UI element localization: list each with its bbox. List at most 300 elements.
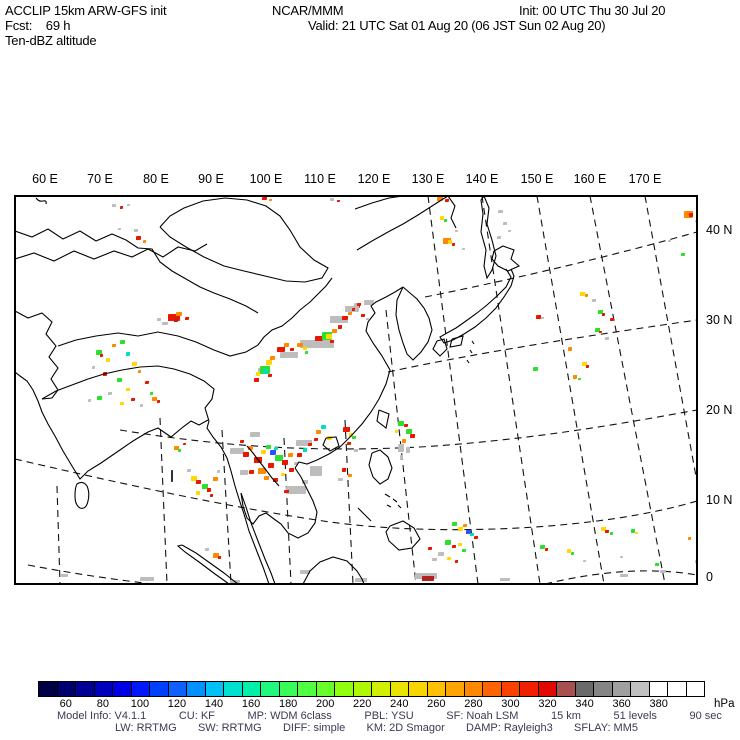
coastline (15, 311, 58, 399)
coastline (385, 494, 390, 497)
parallel-line (545, 571, 697, 584)
echo-top-blob (243, 452, 249, 457)
model-info-line1 (57, 710, 722, 722)
echo-top-blob (126, 352, 130, 356)
echo-top-blob (145, 381, 149, 384)
lat-tick-label: 40 N (706, 223, 733, 237)
echo-top-blob (498, 210, 503, 213)
echo-top-blob (314, 438, 318, 441)
echo-top-blob (196, 480, 201, 484)
echo-top-blob (445, 199, 449, 202)
coastline (387, 505, 391, 507)
model-info-item: PBL: YSU (364, 710, 414, 722)
coastline (160, 198, 328, 282)
coastline (433, 339, 447, 356)
echo-top-blob (60, 574, 68, 577)
lon-tick-label: 70 E (87, 172, 113, 186)
echo-top-blob (117, 378, 122, 382)
echo-top-blob (342, 316, 348, 320)
model-info-item: SFLAY: MM5 (574, 722, 638, 734)
lon-tick-label: 130 E (411, 172, 445, 186)
echo-top-blob (406, 447, 410, 453)
echo-top-blob (207, 488, 211, 492)
colorbar-cell (58, 682, 77, 696)
echo-top-blob (355, 578, 367, 582)
echo-top-blob (474, 536, 478, 539)
echo-top-blob (277, 347, 285, 352)
coastline (42, 366, 214, 421)
echo-top-blob (338, 478, 343, 481)
echo-top-blob (131, 398, 135, 401)
echo-top-blob (162, 322, 168, 325)
model-info-item: SF: Noah LSM (446, 710, 519, 722)
echo-top-blob (533, 367, 538, 371)
echo-top-blob (455, 560, 458, 563)
echo-top-blob (440, 216, 444, 220)
model-info-item: 15 km (550, 710, 581, 722)
echo-top-blob (578, 378, 581, 380)
echo-top-blob (470, 533, 474, 536)
echo-top-blob (342, 468, 346, 472)
colorbar-cell (428, 682, 447, 696)
echo-top-blob (289, 468, 294, 472)
map-frame (15, 196, 697, 584)
echo-top-blob (191, 476, 197, 481)
coastline (75, 482, 89, 508)
echo-top-blob (213, 477, 218, 481)
colorbar-cell (409, 682, 428, 696)
echo-top-blob (300, 340, 334, 348)
echo-top-blob (261, 450, 266, 454)
echo-top-blob (140, 577, 154, 581)
model-info-item: CU: KF (178, 710, 215, 722)
echo-top-blob (88, 399, 91, 402)
echo-top-blob (400, 455, 403, 460)
parallel-line (28, 565, 152, 584)
echo-top-blob (458, 527, 463, 531)
echo-top-blob (573, 375, 577, 379)
echo-top-blob (438, 552, 444, 556)
model-info-item: 90 sec (689, 710, 722, 722)
echo-top-blob (395, 430, 398, 433)
colorbar-cell (243, 682, 262, 696)
lon-tick-label: 60 E (32, 172, 58, 186)
echo-top-blob (410, 434, 415, 438)
echo-top-blob (508, 230, 511, 232)
colorbar-cell (95, 682, 114, 696)
echo-top-blob (275, 455, 283, 461)
echo-top-blob (152, 397, 157, 401)
parallel-line (425, 232, 697, 297)
echo-top-blob (112, 204, 116, 207)
echo-top-blob (230, 448, 244, 454)
echo-top-blob (605, 337, 609, 340)
echo-top-blob (503, 222, 507, 225)
colorbar-cell (483, 682, 502, 696)
echo-top-blob (428, 547, 432, 550)
model-info-item: DAMP: Rayleigh3 (465, 722, 553, 734)
echo-top-blob (352, 308, 355, 311)
echo-top-blob (337, 200, 340, 202)
echo-top-blob (254, 378, 259, 382)
colorbar-cell (613, 682, 632, 696)
coastline (472, 341, 474, 344)
echo-top-blob (660, 570, 666, 573)
echo-top-blob (202, 484, 208, 489)
meridian-line (57, 486, 60, 584)
echo-top-blob (458, 543, 462, 546)
echo-top-blob (264, 476, 269, 480)
colorbar-cell (224, 682, 243, 696)
colorbar-cell (391, 682, 410, 696)
echo-top-blob (185, 317, 189, 320)
echo-top-blob (270, 356, 275, 360)
echo-top-blob (140, 404, 143, 407)
echo-top-blob (448, 240, 452, 244)
lon-tick-label: 150 E (520, 172, 554, 186)
model-info-item: KM: 2D Smagor (366, 722, 445, 734)
echo-top-blob (545, 548, 548, 551)
echo-top-blob (290, 348, 294, 351)
echo-top-blob (497, 236, 501, 239)
org-label: NCAR/MMM (272, 3, 344, 18)
echo-top-blob (268, 463, 274, 468)
echo-top-blob (249, 470, 254, 474)
echo-top-blob (620, 556, 623, 558)
echo-top-blob (288, 453, 293, 457)
echo-top-blob (571, 552, 574, 555)
meridian-line (590, 196, 665, 584)
echo-top-blob (330, 198, 334, 201)
coastline (450, 336, 463, 347)
echo-top-blob (500, 578, 510, 581)
lon-tick-label: 170 E (628, 172, 662, 186)
echo-top-blob (541, 317, 544, 319)
meridian-line (537, 196, 604, 584)
echo-top-blob (308, 443, 312, 446)
echo-top-blob (310, 342, 314, 345)
echo-top-blob (580, 292, 585, 296)
colorbar-cell (187, 682, 206, 696)
echo-top-blob (217, 470, 220, 473)
echo-top-blob (316, 430, 321, 434)
colorbar-cell (539, 682, 558, 696)
echo-top-blob (280, 352, 298, 358)
echo-top-blob (303, 347, 307, 350)
echo-top-blob (297, 453, 302, 457)
echo-top-blob (274, 447, 278, 450)
colorbar-cell (576, 682, 595, 696)
colorbar-cell (206, 682, 225, 696)
echo-top-blob (205, 548, 209, 551)
echo-top-blob (97, 396, 102, 400)
echo-top-blob (310, 466, 322, 476)
coastline (369, 450, 392, 484)
coastline (440, 269, 514, 343)
coastline (398, 505, 401, 508)
coastline (492, 246, 519, 271)
echo-top-blob (345, 320, 348, 323)
colorbar-tick-label: 300 (501, 698, 520, 710)
echo-top-blob (620, 574, 628, 577)
echo-top-blob (286, 486, 306, 494)
coastline (15, 372, 208, 479)
model-info-item: 51 levels (613, 710, 657, 722)
field-label: Ten-dBZ altitude (5, 33, 97, 48)
echo-top-blob (452, 545, 456, 548)
coastline (241, 493, 275, 584)
echo-top-blob (269, 199, 272, 201)
echo-top-blob (174, 319, 178, 322)
colorbar-cell (76, 682, 95, 696)
echo-top-blob (297, 343, 303, 347)
echo-top-blob (583, 560, 586, 562)
colorbar-tick-label: 140 (204, 698, 224, 710)
echo-top-blob (263, 369, 268, 374)
echo-top-blob (134, 229, 138, 232)
echo-top-blob (100, 354, 103, 357)
echo-top-blob (332, 329, 337, 333)
model-info-item: LW: RRTMG (115, 722, 177, 734)
colorbar-cell (650, 682, 669, 696)
lat-tick-label: 0 (706, 570, 713, 584)
coastline (386, 521, 420, 550)
colorbar-cell (261, 682, 280, 696)
echo-top-blob (268, 374, 272, 377)
meridian-line (284, 438, 291, 584)
colorbar-tick-label: 260 (427, 698, 446, 710)
lon-tick-label: 100 E (249, 172, 283, 186)
echo-top-blob (568, 347, 572, 351)
colorbar-cell (354, 682, 373, 696)
echo-top-blob (567, 549, 571, 553)
echo-top-blob (404, 424, 408, 427)
colorbar-tick-label: 200 (315, 698, 335, 710)
colorbar-cell (280, 682, 299, 696)
echo-top-blob (352, 436, 356, 439)
echo-top-blob (266, 360, 272, 365)
colorbar-cell (502, 682, 521, 696)
coastline (396, 287, 432, 360)
init-time-label: Init: 00 UTC Thu 30 Jul 20 (519, 3, 666, 18)
echo-top-blob (357, 303, 361, 306)
echo-top-blob (92, 366, 95, 369)
model-info-item: Model Info: V4.1.1 (57, 710, 147, 722)
echo-top-blob (406, 429, 412, 434)
colorbar-tick-label: 120 (167, 698, 187, 710)
echo-top-blob (176, 312, 182, 316)
echo-top-blob (540, 545, 545, 549)
colorbar-tick-label: 240 (390, 698, 409, 710)
echo-top-blob (338, 325, 342, 329)
model-info-item: SW: RRTMG (197, 722, 262, 734)
echo-top-blob (305, 351, 308, 354)
colorbar-cell (317, 682, 336, 696)
coastline (58, 278, 332, 356)
echo-top-blob (445, 540, 451, 545)
lon-tick-label: 120 E (357, 172, 391, 186)
echo-top-blob (240, 470, 248, 475)
colorbar-cell (39, 682, 58, 696)
colorbar-cell (169, 682, 188, 696)
echo-top-blob (452, 522, 457, 526)
colorbar-tick-label: 100 (130, 698, 150, 710)
coastline (15, 229, 126, 241)
colorbar-cell (631, 682, 650, 696)
echo-top-blob (250, 432, 260, 437)
echo-top-blob (398, 444, 404, 452)
colorbar-cell (335, 682, 354, 696)
colorbar-tick-label: 60 (59, 698, 72, 710)
echo-top-blob (447, 557, 451, 560)
echo-top-blob (354, 449, 358, 452)
echo-top-blob (218, 556, 221, 559)
echo-top-blob (635, 532, 638, 534)
colorbar-cell (446, 682, 465, 696)
colorbar-cell (687, 682, 705, 696)
echo-top-blob (605, 530, 609, 533)
lon-tick-label: 90 E (198, 172, 224, 186)
echo-top-blob (138, 370, 141, 373)
echo-top-blob (240, 440, 244, 443)
echo-top-blob (366, 318, 369, 320)
echo-top-blob (282, 460, 288, 465)
echo-top-blob (112, 344, 116, 347)
echo-top-blob (150, 392, 153, 395)
echo-top-blob (270, 450, 276, 455)
echo-top-blob (444, 219, 447, 222)
coastline (470, 350, 472, 353)
echo-top-blob (536, 315, 541, 319)
echo-top-blob (452, 243, 455, 246)
meridian-line (482, 196, 540, 584)
echo-top-blob (120, 402, 124, 405)
echo-top-blob (585, 294, 588, 297)
echo-top-blob (655, 563, 659, 566)
echo-top-blob (688, 537, 691, 540)
coastline (36, 198, 46, 204)
echo-top-blob (602, 313, 605, 316)
forecast-hour-label: Fcst: 69 h (5, 18, 71, 33)
echo-top-blob (132, 362, 137, 366)
echo-top-blob (398, 421, 404, 426)
echo-top-blob (281, 473, 285, 476)
lon-tick-label: 140 E (465, 172, 499, 186)
meridian-line (222, 430, 231, 584)
echo-top-blob (462, 248, 465, 250)
colorbar-cell (520, 682, 539, 696)
colorbar-tick-label: 180 (278, 698, 298, 710)
colorbar-tick-label: 380 (649, 698, 668, 710)
echo-top-blob (126, 388, 130, 391)
coastline (15, 244, 207, 261)
colorbar-cell (132, 682, 151, 696)
colorbar-unit: hPa (714, 698, 735, 710)
echo-top-blob (610, 532, 613, 535)
echo-top-blob (136, 236, 141, 240)
colorbar-cell (372, 682, 391, 696)
echo-top-blob (681, 253, 685, 256)
echo-top-blob (668, 240, 671, 242)
echo-top-blob (303, 448, 307, 452)
echo-top-blob (610, 318, 614, 321)
echo-top-blob (256, 372, 260, 376)
parallel-line (15, 459, 697, 530)
coastline (357, 196, 448, 250)
colorbar-tick-label: 80 (96, 698, 109, 710)
valid-time-label: Valid: 21 UTC Sat 01 Aug 20 (06 JST Sun 02 Aug 20) (308, 18, 606, 33)
colorbar-tick-label: 160 (241, 698, 261, 710)
lon-tick-label: 80 E (143, 172, 169, 186)
lon-tick-label: 110 E (304, 172, 336, 186)
echo-top-blob (210, 494, 213, 497)
lat-tick-label: 30 N (706, 313, 733, 327)
echo-top-blob (127, 204, 130, 206)
model-info-line2 (115, 722, 638, 734)
echo-top-blob (422, 576, 434, 581)
echo-top-blob (157, 318, 161, 321)
echo-top-blob (106, 358, 110, 362)
echo-top-blob (187, 469, 191, 472)
echo-top-blob (143, 240, 146, 243)
model-info-item: MP: WDM 6class (247, 710, 332, 722)
echo-top-blob (599, 331, 602, 333)
echo-top-blob (157, 400, 160, 403)
echo-top-blob (455, 230, 458, 232)
colorbar-tick-label: 360 (612, 698, 631, 710)
colorbar-cell (594, 682, 613, 696)
echo-top-blob (586, 365, 589, 368)
echo-top-blob (348, 312, 352, 315)
colorbar-cell (113, 682, 132, 696)
model-info-item: DIFF: simple (282, 722, 346, 734)
echo-top-blob (330, 340, 334, 343)
echo-top-blob (196, 491, 200, 495)
coastline (358, 508, 371, 521)
echo-top-blob (361, 314, 365, 317)
colorbar-cell (298, 682, 317, 696)
coastline (355, 196, 403, 209)
echo-top-blob (120, 340, 125, 344)
echo-top-blob (284, 490, 289, 493)
coastline (393, 499, 397, 502)
echo-top-blob (432, 558, 437, 561)
colorbar-cell (668, 682, 687, 696)
echo-top-blob (266, 445, 271, 449)
echo-top-blob (592, 299, 596, 302)
echo-top-blob (171, 470, 173, 482)
echo-top-blob (284, 343, 289, 347)
colorbar-cell (465, 682, 484, 696)
echo-top-blob (262, 197, 267, 200)
echo-top-blob (343, 427, 350, 432)
plot-title: ACCLIP 15km ARW-GFS init (5, 3, 167, 18)
coastline (303, 557, 364, 584)
echo-top-blob (120, 206, 123, 209)
echo-top-blob (631, 529, 635, 533)
coastline (377, 410, 389, 428)
echo-top-blob (689, 213, 693, 217)
coastline (448, 196, 456, 228)
lon-tick-label: 160 E (573, 172, 607, 186)
colorbar-tick-label: 340 (575, 698, 594, 710)
echo-top-blob (463, 524, 467, 527)
echo-top-blob (178, 449, 181, 452)
echo-top-blob (183, 443, 186, 445)
lat-tick-label: 20 N (706, 403, 733, 417)
lat-tick-label: 10 N (706, 493, 733, 507)
meridian-line (160, 418, 167, 584)
